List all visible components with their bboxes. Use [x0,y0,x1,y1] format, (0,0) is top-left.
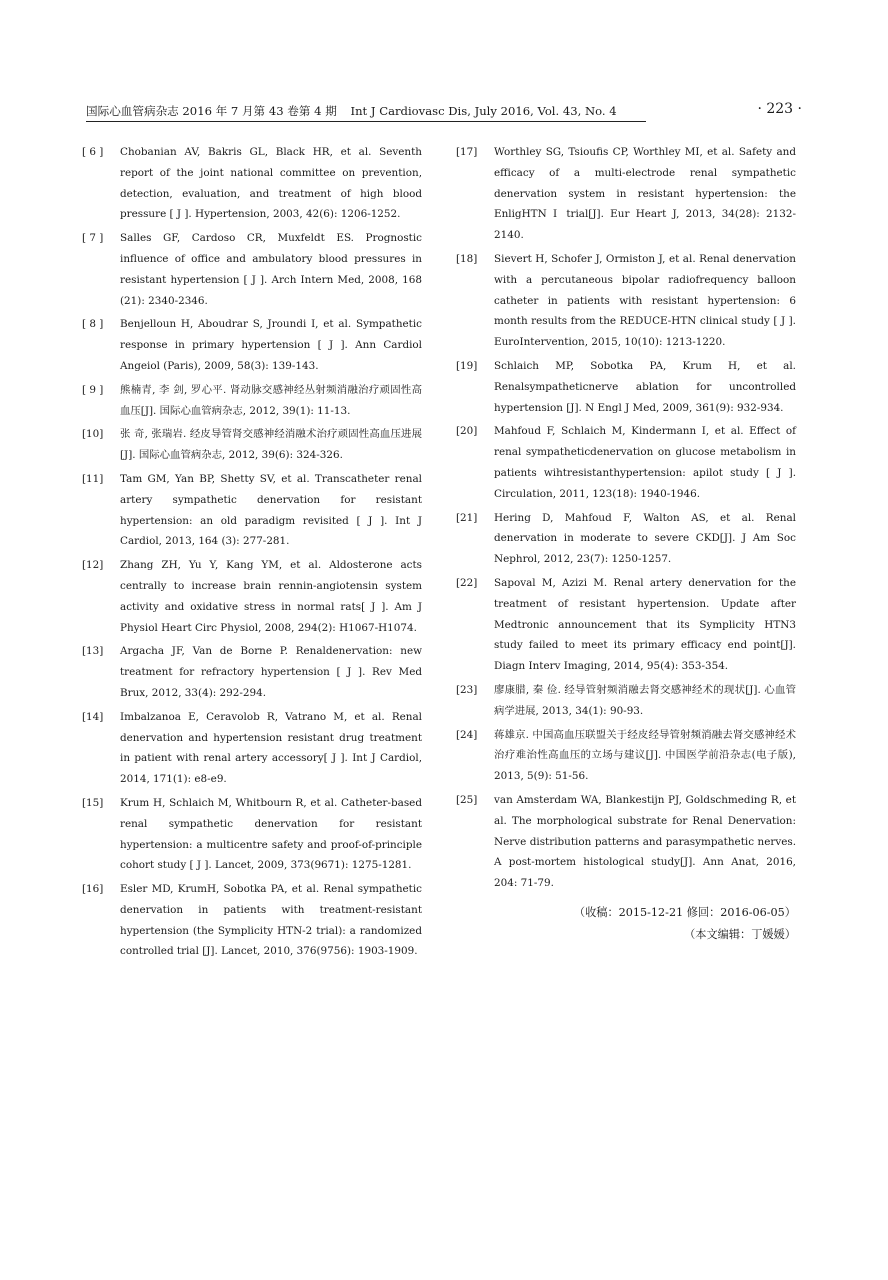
reference-text: Worthley SG, Tsioufis CP, Worthley MI, et al. Safety and efficacy of a multi-electrode renal sympathetic denervation system in resistant hypertension: the EnligHTN Ⅰ trial[J]. Eur Heart J, 2013, 34(28): 2132-2140. [494,146,796,242]
reference-item [456,508,796,570]
reference-number: [24] [456,728,478,741]
reference-item [82,380,422,422]
reference-item [82,469,422,552]
reference-item [82,424,422,466]
reference-text: 熊楠青, 李 剑, 罗心平. 肾动脉交感神经丛射频消融治疗顽固性高血压[J]. 国际心血管病杂志, 2012, 39(1): 11-13. [120,383,422,417]
reference-number: [10] [82,428,104,441]
reference-text: Zhang ZH, Yu Y, Kang YM, et al. Aldosterone acts centrally to increase brain rennin-angiotensin system activity and oxidative stress in normal rats[ J ]. Am J Physiol Heart Circ Physiol, 2008, 294(2): H1067-H1074. [120,559,422,634]
reference-item [456,790,796,894]
reference-item [456,680,796,722]
references-left-column [82,142,422,965]
reference-number: [ 9 ] [82,383,104,396]
reference-number: [11] [82,472,104,485]
reference-item [82,707,422,790]
reference-item [456,573,796,677]
reference-text: Imbalzanoa E, Ceravolob R, Vatrano M, et al. Renal denervation and hypertension resistant drug treatment in patient with renal artery accessory[ J ]. Int J Cardiol, 2014, 171(1): e8-e9. [120,710,422,786]
reference-item [82,641,422,703]
reference-item [456,249,796,353]
reference-text: Hering D, Mahfoud F, Walton AS, et al. Renal denervation in moderate to severe CKD[J]. J Am Soc Nephrol, 2012, 23(7): 1250-1257. [494,511,796,566]
article-dates: （收稿：2015-12-21 修回：2016-06-05） [573,905,796,919]
reference-number: [15] [82,796,104,809]
reference-item [82,314,422,376]
references-right-column [456,142,796,946]
running-header [86,101,802,123]
reference-number: [21] [456,511,478,524]
reference-text: Benjelloun H, Aboudrar S, Jroundi I, et al. Sympathetic response in primary hypertension [ J ]. Ann Cardiol Angeiol (Paris), 2009, 58(3): 139-143. [120,318,422,372]
reference-item [456,421,796,504]
journal-title-cn: 国际心血管病杂志 2016 年 7 月第 43 卷第 4 期 [86,104,337,118]
reference-number: [25] [456,793,478,806]
reference-item [456,142,796,246]
reference-text: 蒋雄京. 中国高血压联盟关于经皮经导管射频消融去肾交感神经术治疗难治性高血压的立场与建议[J]. 中国医学前沿杂志(电子版), 2013, 5(9): 51-56. [494,728,796,783]
editor-note: （本文编辑：丁媛媛） [684,927,796,941]
reference-number: [ 7 ] [82,232,104,245]
reference-text: Tam GM, Yan BP, Shetty SV, et al. Transcatheter renal artery sympathetic denervation for resistant hypertension: an old paradigm revisited [ J ]. Int J Cardiol, 2013, 164 (3): 277-281. [120,472,422,548]
reference-text: van Amsterdam WA, Blankestijn PJ, Goldschmeding R, et al. The morphological substrate for Renal Denervation: Nerve distribution patterns and parasympathetic nerves. A post-mortem histological study[J]. Ann Anat, 2016, 204: 71-79. [494,793,796,890]
reference-number: [ 8 ] [82,318,104,331]
reference-text: 廖康腊, 秦 俭. 经导管射频消融去肾交感神经术的现状[J]. 心血管病学进展, 2013, 34(1): 90-93. [494,683,796,717]
reference-text: Chobanian AV, Bakris GL, Black HR, et al. Seventh report of the joint national committee on prevention, detection, evaluation, and treatment of high blood pressure [ J ]. Hypertension, 2003, 42(6): 1206-1252. [120,146,422,221]
reference-text: Krum H, Schlaich M, Whitbourn R, et al. Catheter-based renal sympathetic denervation for resistant hypertension: a multicentre safety and proof-of-principle cohort study [ J ]. Lancet, 2009, 373(9671): 1275-1281. [120,796,422,872]
reference-number: [22] [456,576,478,589]
reference-item [456,725,796,787]
reference-number: [16] [82,883,104,896]
reference-number: [19] [456,359,478,372]
reference-item [82,142,422,225]
reference-text: 张 奇, 张瑞岩. 经皮导管肾交感神经消融术治疗顽固性高血压进展[J]. 国际心血管病杂志, 2012, 39(6): 324-326. [120,428,422,462]
reference-text: Sievert H, Schofer J, Ormiston J, et al. Renal denervation with a percutaneous bipolar radiofrequency balloon catheter in patients with resistant hypertension: 6 month results from the REDUCE-HTN clinical study [ J ]. EuroIntervention, 2015, 10(10): 1213-1220. [494,252,796,349]
reference-text: Schlaich MP, Sobotka PA, Krum H, et al. Renalsympatheticnerve ablation for uncontrolled hypertension [J]. N Engl J Med, 2009, 361(9): 932-934. [494,359,796,414]
reference-text: Sapoval M, Azizi M. Renal artery denervation for the treatment of resistant hypertension. Update after Medtronic announcement that its Symplicity HTN3 study failed to meet its primary efficacy end point[J]. Diagn Interv Imaging, 2014, 95(4): 353-354. [494,576,796,673]
reference-number: [12] [82,559,104,572]
reference-number: [18] [456,252,478,265]
reference-number: [14] [82,710,104,723]
reference-number: [20] [456,425,478,438]
reference-number: [17] [456,146,478,158]
reference-item [82,555,422,638]
page-number: · 223 · [757,101,802,117]
reference-item [82,228,422,311]
reference-text: Mahfoud F, Schlaich M, Kindermann I, et al. Effect of renal sympatheticdenervation on glucose metabolism in patients wihtresistanthypertension: apilot study [ J ]. Circulation, 2011, 123(18): 1940-1946. [494,425,796,500]
reference-item [456,356,796,418]
references-right-list [456,142,796,894]
reference-number: [13] [82,645,104,658]
reference-text: Esler MD, KrumH, Sobotka PA, et al. Renal sympathetic denervation in patients with treatment-resistant hypertension (the Symplicity HTN-2 trial): a randomized controlled trial [J]. Lancet, 2010, 376(9756): 1903-1909. [120,883,422,958]
reference-number: [23] [456,683,478,696]
reference-text: Salles GF, Cardoso CR, Muxfeldt ES. Prognostic influence of office and ambulatory blood pressures in resistant hypertension [ J ]. Arch Intern Med, 2008, 168 (21): 2340-2346. [120,232,422,307]
journal-title-en: Int J Cardiovasc Dis, July 2016, Vol. 43, No. 4 [350,104,617,118]
journal-citation-line [86,103,646,122]
reference-number: [ 6 ] [82,146,104,158]
reference-item [82,879,422,962]
reference-item [82,793,422,876]
reference-text: Argacha JF, Van de Borne P. Renaldenervation: new treatment for refractory hypertension [ J ]. Rev Med Brux, 2012, 33(4): 292-294. [120,645,422,699]
